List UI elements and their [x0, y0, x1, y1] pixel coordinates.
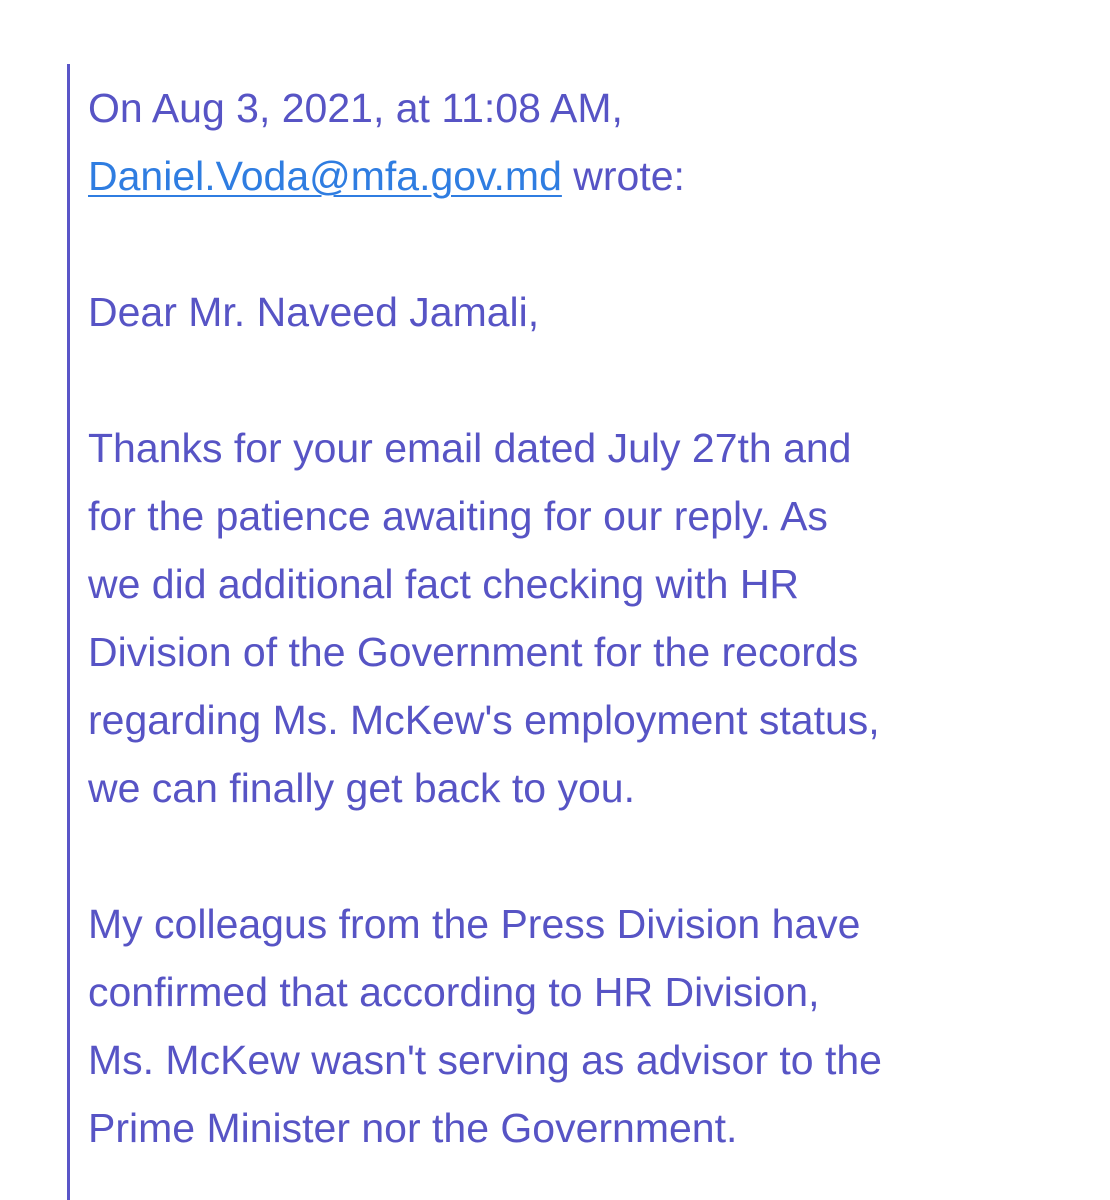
paragraph-2-line: confirmed that according to HR Division, [88, 969, 820, 1015]
paragraph-1-line: Division of the Government for the records [88, 629, 859, 675]
wrote-label: wrote: [561, 153, 685, 199]
paragraph-gap [88, 210, 1088, 278]
quote-bar [67, 64, 70, 1200]
paragraph-2-line: Ms. McKew wasn't serving as advisor to the [88, 1037, 882, 1083]
paragraph-2-line: My colleagus from the Press Division have [88, 901, 861, 947]
paragraph-2-line: Prime Minister nor the Government. [88, 1105, 738, 1151]
paragraph-1-line: we can finally get back to you. [88, 765, 635, 811]
paragraph-1-line: Thanks for your email dated July 27th and [88, 425, 852, 471]
paragraph-gap [88, 822, 1088, 890]
quote-header-date: On Aug 3, 2021, at 11:08 AM, [88, 85, 623, 131]
paragraph-1-line: we did additional fact checking with HR [88, 561, 800, 607]
paragraph-1-line: for the patience awaiting for our reply. As [88, 493, 828, 539]
paragraph-gap [88, 346, 1088, 414]
sender-email-link[interactable]: Daniel.Voda@mfa.gov.md [88, 153, 562, 199]
greeting: Dear Mr. Naveed Jamali, [88, 289, 540, 335]
quote-header-sender [88, 142, 1088, 210]
paragraph-1-line: regarding Ms. McKew's employment status, [88, 697, 880, 743]
quoted-email-body [88, 74, 1088, 1162]
